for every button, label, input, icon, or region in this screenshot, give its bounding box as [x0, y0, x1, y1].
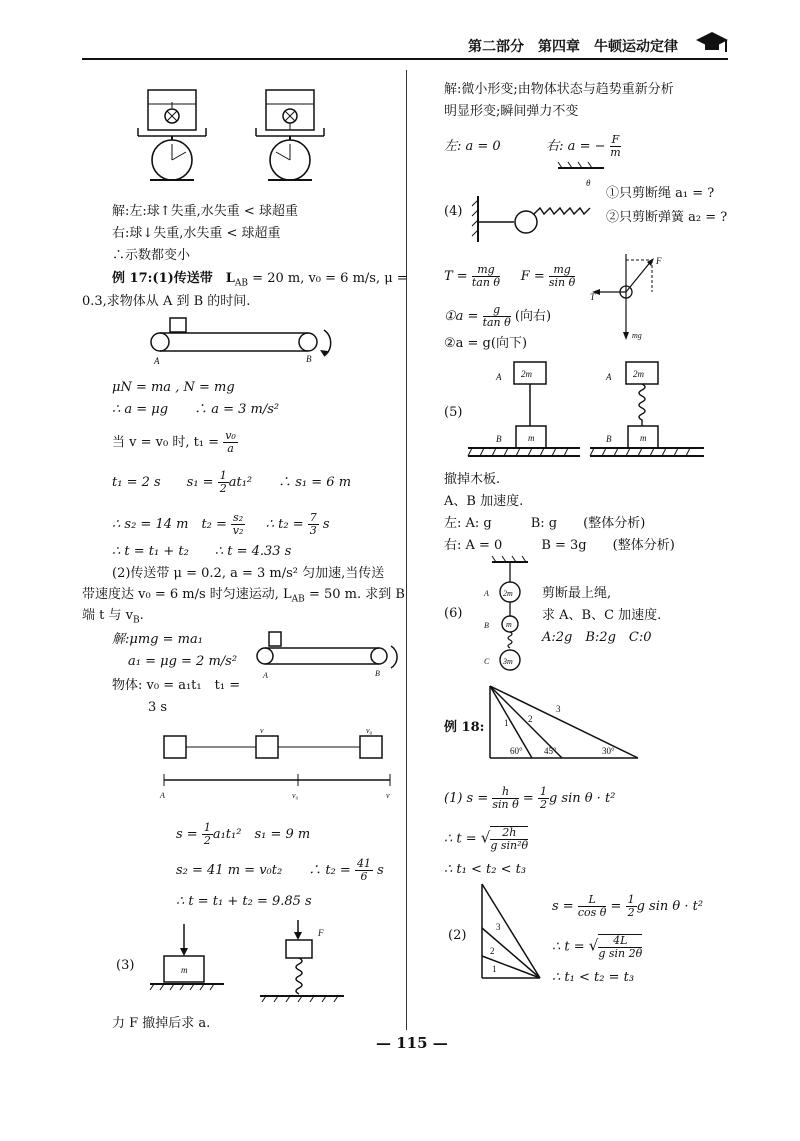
svg-text:B: B: [606, 434, 612, 444]
svg-text:m: m: [506, 620, 512, 629]
inclines-diagram-1: [488, 682, 648, 762]
svg-text:30°: 30°: [602, 746, 615, 756]
svg-text:v: v: [260, 726, 264, 735]
svg-text:60°: 60°: [510, 746, 523, 756]
svg-text:B: B: [484, 621, 489, 630]
equation-t1: 当 v = v₀ 时, t₁ = $\frac{\text{v₀}}{a}$: [112, 429, 236, 455]
example-18-eq4: s = $\frac{L}{\text{cos θ}}$ = $\frac{1}{2}$ g sin θ · t²: [552, 893, 704, 919]
svg-text:A: A: [154, 356, 160, 366]
equation-total-time: ∴ t = t₁ + t₂ ∴ t = 4.33 s: [112, 544, 292, 559]
svg-text:A: A: [160, 791, 165, 800]
part5-line2: A、B 加速度.: [444, 494, 524, 509]
solution-1-line1: 解:左:球↑失重,水失重 < 球超重: [112, 204, 298, 219]
svg-text:A: A: [263, 671, 268, 680]
svg-text:C: C: [484, 657, 490, 666]
right-solution-line1: 解:微小形变;由物体状态与趋势重新分析: [444, 82, 674, 97]
part4-label: (4): [444, 204, 463, 219]
equation-acceleration: ∴ a = μg ∴ a = 3 m/s²: [112, 402, 280, 417]
example-18-eq1: (1) s = $\frac{h}{\text{sin θ}}$ = $\frac{1}{2}$ g sin θ · t²: [444, 785, 616, 811]
two-blocks-diagram: [468, 358, 718, 466]
part3-text: 力 F 撤掉后求 a.: [112, 1016, 211, 1031]
equation-tension: T = $\frac{mg}{\text{tan θ}}$ F = $\frac{mg}{\text{sin θ}}$: [444, 263, 576, 289]
three-balls-diagram: [478, 560, 538, 678]
svg-text:3: 3: [496, 922, 501, 932]
solution-1-line3: ∴示数都变小: [112, 248, 191, 263]
svg-text:2m: 2m: [503, 589, 513, 598]
part2-line2: 带速度达 v₀ = 6 m/s 时匀速运动, $L_{AB} = 50$ m. 求到 B: [82, 587, 405, 605]
page-number: — 115 —: [376, 1034, 448, 1052]
column-divider: [406, 70, 407, 1030]
part6-line3: A:2g B:2g C:0: [542, 630, 652, 645]
svg-text:B: B: [306, 354, 312, 364]
svg-text:3m: 3m: [503, 657, 513, 666]
part6-line1: 剪断最上绳,: [542, 586, 612, 601]
right-solution-line3: 左: a = 0 右: a = − $\frac{F}{m}$: [444, 133, 621, 159]
svg-text:v₀: v₀: [292, 791, 299, 800]
example-17-line2: 0.3,求物体从 A 到 B 的时间.: [82, 294, 251, 309]
part6-label: (6): [444, 606, 463, 621]
motion-stages-diagram: [150, 726, 400, 806]
svg-text:m: m: [528, 433, 535, 443]
svg-text:B: B: [375, 669, 380, 678]
weighing-scale-diagram: [130, 80, 340, 192]
answer-1: ①a = $\frac{g}{\text{tan θ}}$ (向右): [444, 303, 552, 329]
svg-text:m: m: [640, 433, 647, 443]
example-18-part2-label: (2): [448, 928, 467, 943]
inclines-diagram-2: [478, 882, 548, 982]
part4-question2: ②只剪断弹簧 a₂ = ?: [606, 210, 728, 225]
equation-s-half: s = $\frac{1}{2}$ a₁t₁² s₁ = 9 m: [176, 821, 311, 847]
answer-2: ②a = g(向下): [444, 336, 528, 351]
example-18-eq5: ∴ t = √ $\frac{4L}{\text{g sin 2θ}}$: [552, 934, 643, 960]
part2-line3: 端 t 与 $v_B$.: [82, 608, 144, 626]
svg-text:F: F: [656, 256, 662, 266]
svg-text:mg: mg: [632, 331, 642, 340]
equation-total-time-2: ∴ t = t₁ + t₂ = 9.85 s: [176, 894, 312, 909]
solution-2-line4: 3 s: [148, 700, 168, 715]
conveyor-belt-diagram-2: [255, 630, 400, 680]
svg-text:2m: 2m: [633, 369, 644, 379]
svg-text:B: B: [496, 434, 502, 444]
equation-t2: ∴ s₂ = 14 m t₂ = $\frac{\text{s₂}}{\text{v₂}}$ ∴ t₂ = $\frac{7}{3}$ s: [112, 511, 330, 537]
part5-line4: 右: A = 0 B = 3g (整体分析): [444, 538, 675, 553]
part5-line3: 左: A: g B: g (整体分析): [444, 516, 646, 531]
conveyor-belt-diagram-1: [148, 316, 348, 366]
part5-label: (5): [444, 405, 463, 420]
solution-2-line1: 解:μmg = ma₁: [112, 632, 203, 647]
part6-line2: 求 A、B、C 加速度.: [542, 608, 662, 623]
svg-text:2m: 2m: [521, 369, 532, 379]
svg-text:F: F: [318, 928, 324, 938]
example-18-eq3: ∴ t₁ < t₂ < t₃: [444, 862, 527, 877]
part5-line1: 撤掉木板.: [444, 472, 501, 487]
svg-text:A: A: [606, 372, 612, 382]
example-18-eq6: ∴ t₁ < t₂ = t₃: [552, 970, 635, 985]
svg-text:3: 3: [556, 704, 561, 714]
equation-t2-part2: s₂ = 41 m = v₀t₂ ∴ t₂ = $\frac{41}{6}$ s: [176, 857, 384, 883]
solution-2-line2: a₁ = μg = 2 m/s²: [128, 654, 238, 669]
part4-question1: ①只剪断绳 a₁ = ?: [606, 186, 715, 201]
svg-text:1: 1: [492, 964, 497, 974]
equation-s1: t₁ = 2 s s₁ = $\frac{1}{2}$ at₁² ∴ s₁ = 6 m: [112, 469, 352, 495]
header-rule: [82, 58, 728, 60]
svg-text:2: 2: [490, 946, 495, 956]
spring-ball-diagram: [468, 166, 608, 246]
svg-text:A: A: [496, 372, 502, 382]
example-17-title: 例 17:(1)传送带 $L_{AB} = 20$ m, v₀ = 6 m/s, μ =: [112, 271, 408, 289]
svg-text:v₀: v₀: [366, 726, 373, 735]
force-diagram: [592, 252, 672, 344]
svg-text:2: 2: [528, 714, 533, 724]
block-spring-diagram: [150, 920, 370, 1010]
svg-text:θ: θ: [586, 178, 591, 188]
example-18-eq2: ∴ t = √ $\frac{2h}{\text{g sin²θ}}$: [444, 826, 529, 852]
svg-text:45°: 45°: [544, 746, 557, 756]
svg-text:A: A: [484, 589, 489, 598]
equation-force: μN = ma , N = mg: [112, 380, 235, 395]
solution-1-line2: 右:球↓失重,水失重 < 球超重: [112, 226, 281, 241]
mortarboard-icon: [694, 28, 730, 54]
chapter-header: 第二部分 第四章 牛顿运动定律: [468, 39, 678, 55]
solution-2-line3: 物体: v₀ = a₁t₁ t₁ =: [112, 678, 241, 693]
svg-text:T: T: [590, 292, 596, 302]
svg-text:v: v: [386, 791, 390, 800]
part3-label: (3): [116, 958, 135, 973]
svg-text:1: 1: [504, 718, 509, 728]
part2-line1: (2)传送带 μ = 0.2, a = 3 m/s² 匀加速,当传送: [112, 566, 385, 581]
example-18-title: 例 18:: [444, 720, 485, 735]
right-solution-line2: 明显形变;瞬间弹力不变: [444, 104, 579, 119]
svg-text:m: m: [181, 965, 188, 975]
